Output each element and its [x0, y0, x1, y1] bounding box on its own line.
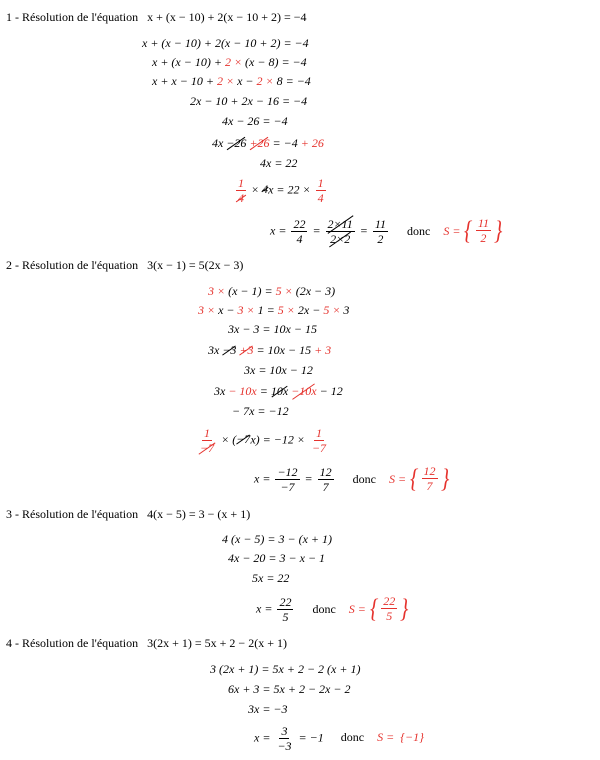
section-4-label: 4 - Résolution de l'équation — [6, 636, 139, 650]
section-1-heading — [6, 10, 307, 25]
s4-solution-set: S = {−1} — [377, 730, 424, 745]
s1-step-2: x + (x − 10) + 2 × (x − 8) = −4 — [152, 55, 307, 69]
s1-donc: donc — [406, 223, 431, 238]
s2-donc: donc — [352, 471, 376, 486]
s4-step-3: 3x = −3 — [248, 702, 288, 716]
s4-step-1: 3 (2x + 1) = 5x + 2 − 2 (x + 1) — [210, 662, 361, 676]
s2-step-7: − 7x = −12 — [232, 404, 289, 418]
s4-step-2: 6x + 3 = 5x + 2 − 2x − 2 — [228, 682, 351, 696]
s1-step-5: 4x − 26 = −4 — [222, 114, 288, 128]
s3-solution-set: S = { $\frac{22}{5}$ } — [348, 593, 409, 623]
s1-step-6: 4x −26 +26 = −4 + 26 — [212, 136, 324, 150]
s2-step-1: 3 × (x − 1) = 5 × (2x − 3) — [208, 284, 336, 298]
section-1-equation: x + (x − 10) + 2(x − 10 + 2) = −4 — [147, 10, 307, 24]
s3-step-2: 4x − 20 = 3 − x − 1 — [228, 551, 326, 565]
s2-step-8: $\frac{1}{-7}$ × (−7x) = −12 × $\frac{1}{-7}$ — [200, 426, 327, 455]
section-1-label: 1 - Résolution de l'équation — [6, 10, 139, 24]
s1-solution-set: S = { $\frac{11}{2}$ } — [443, 215, 503, 245]
s4-final: x = $\frac{3}{-3}$ = −1 donc S = {−1} — [254, 724, 424, 753]
s1-step-7: 4x = 22 — [260, 156, 298, 170]
s2-step-5: 3x = 10x − 12 — [244, 363, 313, 377]
s2-final: x = $\frac{-12}{-7}$ = $\frac{12}{7}$ donc S = { $\frac{12}{7}$ } — [254, 463, 449, 495]
s3-step-1: 4 (x − 5) = 3 − (x + 1) — [222, 532, 333, 546]
s2-solution-set: S = { $\frac{12}{7}$ } — [388, 463, 449, 493]
s1-step-1: x + (x − 10) + 2(x − 10 + 2) = −4 — [142, 36, 309, 50]
s2-step-2: 3 × x − 3 × 1 = 5 × 2x − 5 × 3 — [198, 303, 350, 317]
section-4-equation: 3(2x + 1) = 5x + 2 − 2(x + 1) — [147, 636, 287, 650]
s3-final: x = $\frac{22}{5}$ donc S = { $\frac{22}{5}$ } — [256, 593, 409, 625]
s1-step-3: x + x − 10 + 2 × x − 2 × 8 = −4 — [152, 74, 311, 88]
section-2-equation: 3(x − 1) = 5(2x − 3) — [147, 258, 244, 272]
s4-donc: donc — [340, 730, 365, 745]
section-3-label: 3 - Résolution de l'équation — [6, 507, 139, 521]
s2-step-4: 3x −3 +3 = 10x − 15 + 3 — [208, 343, 332, 357]
s2-step-6: 3x − 10x = 10x −10x − 12 — [214, 384, 343, 398]
s1-step-8: $\frac{1}{4}$ × 4x = 22 × $\frac{1}{4}$ — [238, 176, 324, 205]
section-4-heading — [6, 636, 287, 651]
section-2-heading — [6, 258, 243, 273]
s2-step-3: 3x − 3 = 10x − 15 — [228, 322, 317, 336]
section-3-equation: 4(x − 5) = 3 − (x + 1) — [147, 507, 251, 521]
s1-step-4: 2x − 10 + 2x − 16 = −4 — [190, 94, 308, 108]
s1-final: x = $\frac{22}{4}$ = $\frac{2\times 11}{2\times 2}$ = $\frac{11}{2}$ donc S = { $\frac{11}{2}$ } — [270, 215, 503, 247]
s3-donc: donc — [312, 601, 336, 616]
s3-step-3: 5x = 22 — [252, 571, 290, 585]
section-3-heading — [6, 507, 250, 522]
section-2-label: 2 - Résolution de l'équation — [6, 258, 139, 272]
